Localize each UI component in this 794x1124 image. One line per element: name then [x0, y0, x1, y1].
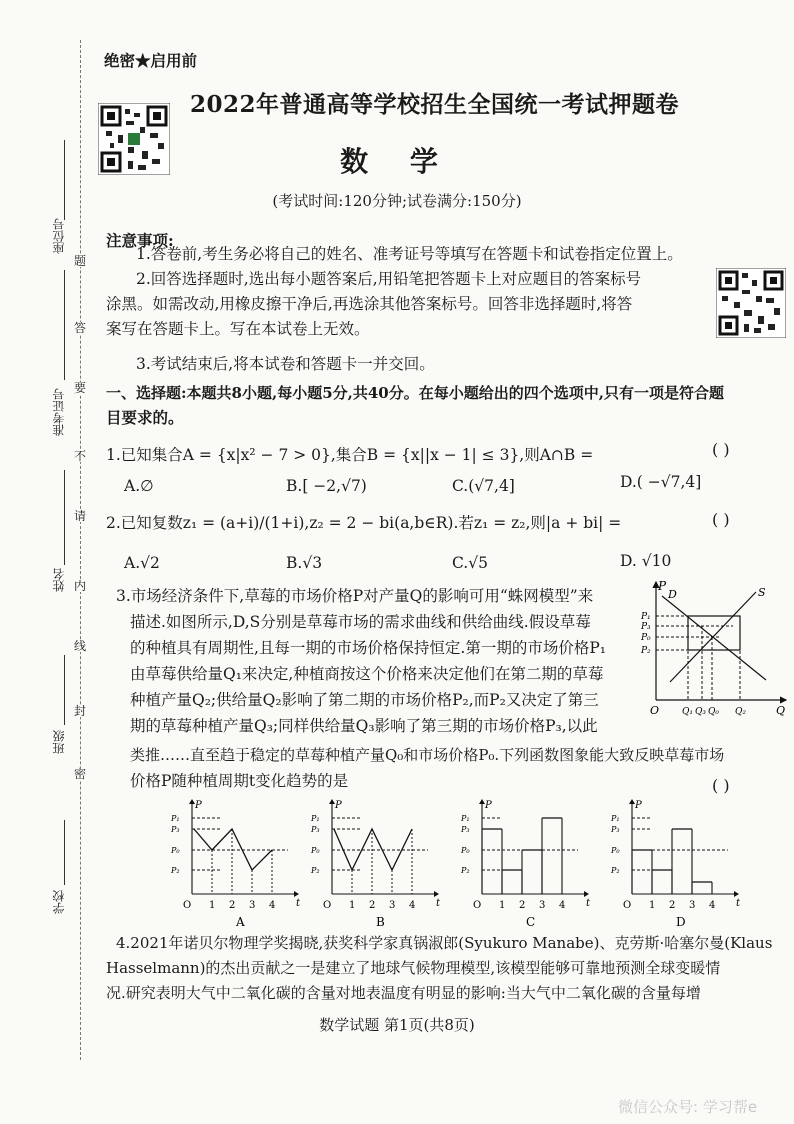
q4-stem-line: Hasselmann)的杰出贡献之一是建立了地球气候物理模型,该模型能够可靠地预测全球变暖情: [106, 959, 721, 977]
q4-stem-line: 况.研究表明大气中二氧化碳的含量对地表温度有明显的影响:当大气中二氧化碳的含量每增: [106, 984, 701, 1002]
x-tick-label: 4: [559, 900, 566, 911]
q2-answer-bracket[interactable]: ( ): [712, 510, 730, 529]
x-tick-label: 4: [269, 900, 276, 911]
q3-stem-line: 类推……直至趋于稳定的草莓种植产量Q₀和市场价格P₀.下列函数图象能大致反映草莓市场: [130, 746, 725, 764]
q1-answer-bracket[interactable]: ( ): [712, 440, 730, 459]
cobweb-box: [688, 616, 740, 650]
notice-item: 3.考试结束后,将本试卷和答题卡一并交回。: [136, 355, 435, 373]
x-tick-label: 4: [409, 900, 416, 911]
q3-stem-line: 期的草莓种植产量Q₃;同样供给量Q₃影响了第三期的市场价格P₃,以此: [130, 717, 598, 735]
seal-char: 内: [73, 579, 86, 593]
x-axis-label: t: [736, 898, 741, 909]
exam-title: 2022年普通高等学校招生全国统一考试押题卷: [190, 91, 680, 118]
q2-option-a[interactable]: A.√2: [124, 554, 160, 572]
seal-char: 要: [73, 381, 86, 395]
section-heading-cont: 目要求的。: [106, 408, 184, 427]
y-tick-label: P₃: [461, 825, 470, 834]
x-axis-arrow: [294, 891, 299, 897]
notice-item: 涂黑。如需改动,用橡皮擦干净后,再选涂其他答案标号。回答非选择题时,将答: [106, 295, 633, 313]
y-axis-label: P: [485, 800, 492, 811]
origin-label: O: [623, 900, 632, 911]
exam-info: (考试时间:120分钟;试卷满分:150分): [272, 192, 522, 210]
cobweb-tick: P₀: [641, 633, 651, 643]
y-tick-label: P₀: [611, 846, 620, 855]
y-tick-label: P₁: [171, 814, 180, 823]
x-axis-label: t: [296, 898, 300, 909]
q2-option-d[interactable]: D. √10: [620, 552, 672, 570]
x-tick-label: 3: [389, 900, 396, 911]
notice-item: 案写在答题卡上。写在本试卷上无效。: [106, 320, 370, 338]
seal-char: 封: [73, 704, 86, 718]
q2-option-c[interactable]: C.√5: [452, 554, 488, 572]
y-tick-label: P₂: [311, 866, 320, 875]
x-tick-label: 3: [249, 900, 256, 911]
y-tick-label: P₀: [171, 846, 180, 855]
x-axis-arrow: [434, 891, 439, 897]
x-tick-label: 2: [519, 900, 526, 911]
graph-option-label: A: [236, 915, 245, 928]
graph-option-d[interactable]: [610, 798, 750, 928]
y-axis-label: P: [335, 800, 342, 811]
graph-option-b[interactable]: [310, 798, 440, 928]
fill-line-school[interactable]: [64, 820, 65, 885]
y-tick-label: P₃: [311, 825, 320, 834]
fill-line-exam-number[interactable]: [64, 270, 65, 380]
cobweb-tick: Q₃: [695, 707, 706, 717]
seal-char: 答: [73, 321, 86, 335]
y-tick-label: P₁: [611, 814, 620, 823]
label-seat-number: 座位号: [52, 218, 66, 254]
origin-label: O: [323, 900, 332, 911]
q3-stem-line: 价格P随种植周期t变化趋势的是: [130, 772, 349, 790]
label-name: 姓名: [52, 568, 66, 592]
cobweb-tick: P₃: [641, 622, 651, 632]
cobweb-d-label: D: [668, 588, 677, 601]
label-exam-number: 准考证号: [52, 388, 66, 436]
secret-label: 绝密★启用前: [104, 51, 198, 70]
cobweb-tick: P₁: [641, 612, 651, 622]
q3-stem-line: 描述.如图所示,D,S分别是草莓市场的需求曲线和供给曲线.假设草莓: [130, 613, 591, 631]
x-tick-label: 4: [709, 900, 716, 911]
q3-stem-line: 由草莓供给量Q₁来决定,种植商按这个价格来决定他们在第二期的草莓: [130, 665, 604, 683]
graph-option-label: C: [526, 915, 536, 928]
cobweb-tick: Q₁: [682, 707, 693, 717]
cobweb-p-label: P: [658, 579, 667, 593]
q2-option-b[interactable]: B.√3: [286, 554, 323, 572]
graph-option-c[interactable]: [460, 798, 590, 928]
fill-line-class[interactable]: [64, 655, 65, 725]
q3-stem-line: 的种植具有周期性,且每一期的市场价格保持恒定.第一期的市场价格P₁: [130, 639, 606, 657]
x-tick-label: 1: [349, 900, 356, 911]
x-tick-label: 2: [669, 900, 676, 911]
x-axis-label: t: [586, 898, 590, 909]
notice-item: 2.回答选择题时,选出每小题答案后,用铅笔把答题卡上对应题目的答案标号: [136, 270, 642, 288]
q1-option-d[interactable]: D.( −√7,4]: [620, 473, 702, 491]
cobweb-path: [656, 616, 740, 700]
graph-option-label: B: [376, 915, 385, 928]
q1-option-c[interactable]: C.(√7,4]: [452, 477, 515, 495]
y-tick-label: P₁: [461, 814, 470, 823]
graph-option-a[interactable]: [170, 798, 300, 928]
origin-label: O: [183, 900, 192, 911]
y-axis-label: P: [195, 800, 202, 811]
y-tick-label: P₃: [171, 825, 180, 834]
y-axis-label: P: [635, 800, 642, 811]
y-tick-label: P₂: [171, 866, 180, 875]
watermark: 微信公众号: 学习帮e: [618, 1098, 758, 1116]
q3-stem-line: 种植产量Q₂;供给量Q₂影响了第二期的市场价格P₂,而P₂又决定了第三: [130, 691, 599, 709]
seal-char: 密: [73, 767, 86, 781]
q1-stem: 1.已知集合A = {x|x² − 7 > 0},集合B = {x||x − 1| ≤ 3},则A∩B =: [106, 446, 594, 464]
cobweb-figure: [640, 578, 790, 724]
notice-heading: 注意事项:: [106, 231, 174, 250]
demand-curve: [662, 596, 766, 680]
q4-stem-line: 4.2021年诺贝尔物理学奖揭晓,获奖科学家真锅淑郎(Syukuro Manabe)、克劳斯·哈塞尔曼(Klaus: [116, 934, 773, 952]
q2-stem: 2.已知复数z₁ = (a+i)/(1+i),z₂ = 2 − bi(a,b∈R).若z₁ = z₂,则|a + bi| =: [106, 514, 622, 532]
x-tick-label: 1: [209, 900, 216, 911]
q3-stem-line: 3.市场经济条件下,草莓的市场价格P对产量Q的影响可用“蛛网模型”来: [116, 587, 594, 605]
cobweb-origin: O: [650, 704, 660, 717]
x-tick-label: 2: [229, 900, 236, 911]
seal-char: 题: [73, 254, 86, 268]
seal-char: 不: [73, 449, 86, 463]
fill-line-name[interactable]: [64, 470, 65, 565]
qr-code-icon: [716, 268, 786, 338]
x-tick-label: 3: [689, 900, 696, 911]
seal-char: 请: [73, 509, 86, 523]
x-tick-label: 3: [539, 900, 546, 911]
x-tick-label: 1: [649, 900, 656, 911]
x-tick-label: 2: [369, 900, 376, 911]
cobweb-tick: Q₀: [708, 707, 719, 717]
label-school: 学校: [52, 890, 66, 914]
notice-item: 1.答卷前,考生务必将自己的姓名、准考证号等填写在答题卡和试卷指定位置上。: [136, 245, 683, 263]
y-tick-label: P₀: [311, 846, 320, 855]
section-heading: 一、选择题:本题共8小题,每小题5分,共40分。在每小题给出的四个选项中,只有一项是符合题: [106, 384, 724, 402]
x-axis-label: t: [436, 898, 440, 909]
cobweb-s-label: S: [758, 586, 766, 599]
y-tick-label: P₂: [461, 866, 470, 875]
q3-answer-bracket[interactable]: ( ): [712, 776, 730, 795]
x-axis-arrow: [734, 891, 739, 897]
origin-label: O: [473, 900, 482, 911]
y-tick-label: P₁: [311, 814, 320, 823]
cobweb-tick: P₂: [641, 646, 651, 656]
label-class: 班级: [52, 730, 66, 754]
subject-title: 数 学: [340, 145, 454, 178]
cobweb-q-label: Q: [776, 704, 786, 717]
page-footer: 数学试题 第1页(共8页): [319, 1016, 475, 1034]
y-tick-label: P₀: [461, 846, 470, 855]
x-axis-arrow: [584, 891, 589, 897]
x-tick-label: 1: [499, 900, 506, 911]
q1-option-a[interactable]: A.∅: [124, 477, 154, 495]
q1-option-b[interactable]: B.[ −2,√7): [286, 477, 367, 495]
y-tick-label: P₂: [611, 866, 620, 875]
y-tick-label: P₃: [611, 825, 620, 834]
seal-char: 线: [73, 639, 86, 653]
cobweb-tick: Q₂: [735, 707, 746, 717]
graph-option-label: D: [676, 915, 686, 928]
